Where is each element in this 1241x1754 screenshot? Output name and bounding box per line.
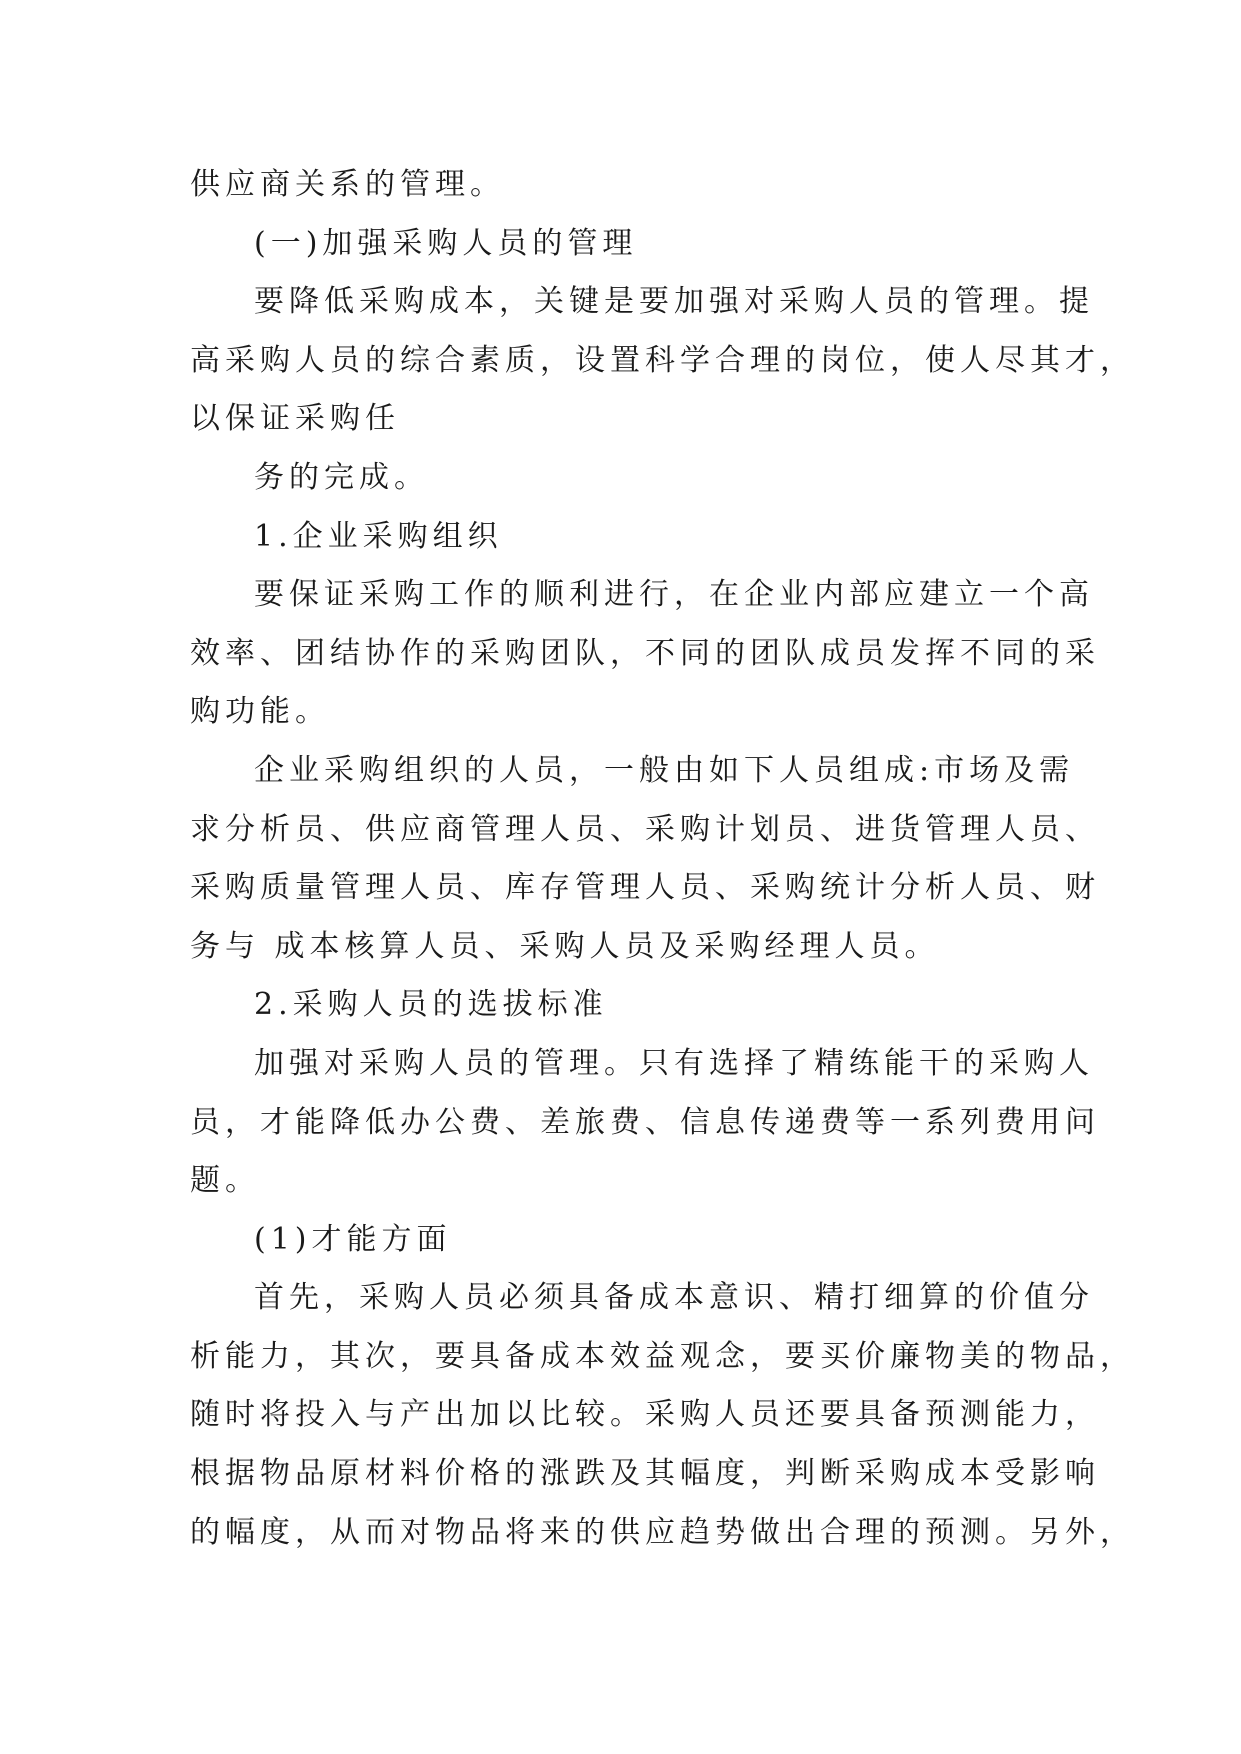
text-line-12: 求分析员、供应商管理人员、采购计划员、进货管理人员、 [190, 811, 1100, 847]
text-line-3: 要降低采购成本，关键是要加强对采购人员的管理。提 [254, 284, 1094, 320]
text-line-18: 题。 [190, 1163, 260, 1199]
text-line-6: 务的完成。 [254, 459, 429, 495]
text-line-21: 析能力，其次，要具备成本效益观念，要买价廉物美的物品， [190, 1338, 1135, 1374]
text-line-1: 供应商关系的管理。 [190, 167, 505, 202]
text-line-16: 加强对采购人员的管理。只有选择了精练能干的采购人 [254, 1045, 1094, 1081]
text-line-23: 根据物品原材料价格的涨跌及其幅度，判断采购成本受影响 [190, 1456, 1100, 1492]
text-line-14: 务与 成本核算人员、采购人员及采购经理人员。 [190, 928, 940, 964]
text-line-20: 首先，采购人员必须具备成本意识、精打细算的价值分 [254, 1280, 1094, 1316]
text-line-4: 高采购人员的综合素质，设置科学合理的岗位，使人尽其才， [190, 342, 1135, 378]
text-line-9: 效率、团结协作的采购团队，不同的团队成员发挥不同的采 [190, 635, 1100, 671]
section-heading-1: (一)加强采购人员的管理 [254, 225, 638, 261]
text-line-17: 员，才能降低办公费、差旅费、信息传递费等一系列费用问 [190, 1104, 1100, 1140]
text-line-13: 采购质量管理人员、库存管理人员、采购统计分析人员、财 [190, 870, 1100, 906]
text-line-11: 企业采购组织的人员，一般由如下人员组成:市场及需 [254, 752, 1075, 788]
text-line-22: 随时将投入与产出加以比较。采购人员还要具备预测能力， [190, 1397, 1100, 1433]
section-heading-4: (1)才能方面 [254, 1221, 452, 1257]
text-line-10: 购功能。 [190, 694, 330, 730]
body-text [190, 156, 1135, 1562]
text-line-8: 要保证采购工作的顺利进行，在企业内部应建立一个高 [254, 577, 1094, 613]
section-heading-2: 1.企业采购组织 [254, 518, 503, 554]
section-heading-3: 2.采购人员的选拔标准 [254, 987, 608, 1023]
text-line-24: 的幅度，从而对物品将来的供应趋势做出合理的预测。另外， [190, 1514, 1135, 1550]
text-line-5: 以保证采购任 [190, 401, 400, 437]
